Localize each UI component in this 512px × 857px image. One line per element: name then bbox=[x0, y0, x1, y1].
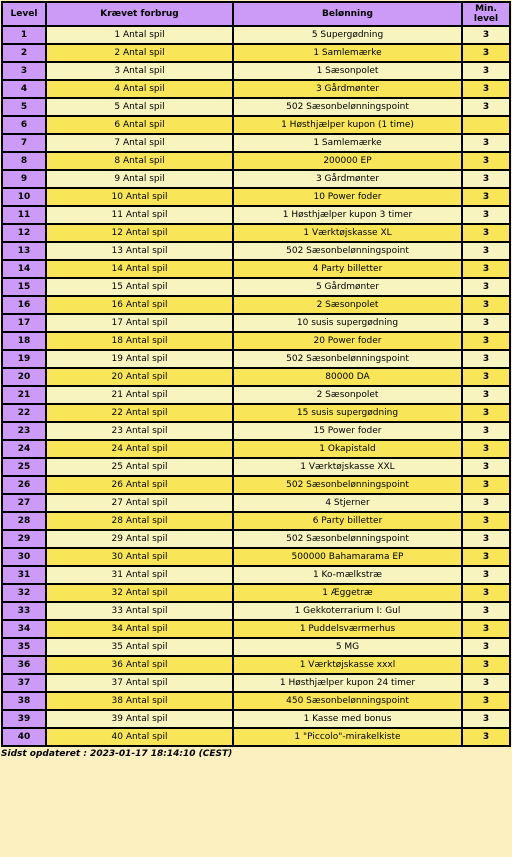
header-level: Level bbox=[2, 2, 46, 26]
cell-level: 33 bbox=[2, 602, 46, 620]
cell-required: 16 Antal spil bbox=[46, 296, 233, 314]
cell-required: 15 Antal spil bbox=[46, 278, 233, 296]
cell-required: 6 Antal spil bbox=[46, 116, 233, 134]
table-row bbox=[2, 440, 510, 458]
cell-level: 40 bbox=[2, 728, 46, 746]
cell-required: 5 Antal spil bbox=[46, 98, 233, 116]
cell-level: 6 bbox=[2, 116, 46, 134]
cell-required: 18 Antal spil bbox=[46, 332, 233, 350]
table-row bbox=[2, 188, 510, 206]
cell-min-level: 3 bbox=[462, 44, 510, 62]
cell-min-level: 3 bbox=[462, 260, 510, 278]
table-row bbox=[2, 458, 510, 476]
cell-reward: 5 MG bbox=[233, 638, 462, 656]
cell-required: 13 Antal spil bbox=[46, 242, 233, 260]
header-min-level bbox=[462, 2, 510, 26]
cell-min-level: 3 bbox=[462, 332, 510, 350]
table-row bbox=[2, 62, 510, 80]
cell-reward: 1 Værktøjskasse xxxl bbox=[233, 656, 462, 674]
cell-min-level: 3 bbox=[462, 134, 510, 152]
cell-required: 27 Antal spil bbox=[46, 494, 233, 512]
cell-reward: 200000 EP bbox=[233, 152, 462, 170]
table-header-row bbox=[2, 2, 510, 26]
header-required: Krævet forbrug bbox=[46, 2, 233, 26]
table-row bbox=[2, 98, 510, 116]
cell-reward: 450 Sæsonbelønningspoint bbox=[233, 692, 462, 710]
cell-level: 2 bbox=[2, 44, 46, 62]
table-row bbox=[2, 134, 510, 152]
cell-min-level: 3 bbox=[462, 602, 510, 620]
cell-level: 36 bbox=[2, 656, 46, 674]
cell-level: 16 bbox=[2, 296, 46, 314]
cell-reward: 5 Supergødning bbox=[233, 26, 462, 44]
table-row bbox=[2, 26, 510, 44]
cell-level: 28 bbox=[2, 512, 46, 530]
table-row bbox=[2, 548, 510, 566]
cell-required: 1 Antal spil bbox=[46, 26, 233, 44]
table-row bbox=[2, 170, 510, 188]
cell-min-level: 3 bbox=[462, 476, 510, 494]
table-row bbox=[2, 530, 510, 548]
cell-required: 36 Antal spil bbox=[46, 656, 233, 674]
cell-reward: 1 Puddelsværmerhus bbox=[233, 620, 462, 638]
cell-level: 17 bbox=[2, 314, 46, 332]
cell-reward: 1 Høsthjælper kupon 24 timer bbox=[233, 674, 462, 692]
cell-min-level: 3 bbox=[462, 440, 510, 458]
cell-reward: 502 Sæsonbelønningspoint bbox=[233, 476, 462, 494]
cell-level: 35 bbox=[2, 638, 46, 656]
cell-min-level bbox=[462, 116, 510, 134]
cell-reward: 1 "Piccolo"-mirakelkiste bbox=[233, 728, 462, 746]
cell-required: 21 Antal spil bbox=[46, 386, 233, 404]
cell-min-level: 3 bbox=[462, 278, 510, 296]
cell-level: 27 bbox=[2, 494, 46, 512]
cell-required: 12 Antal spil bbox=[46, 224, 233, 242]
table-row bbox=[2, 350, 510, 368]
cell-level: 18 bbox=[2, 332, 46, 350]
cell-level: 32 bbox=[2, 584, 46, 602]
cell-required: 38 Antal spil bbox=[46, 692, 233, 710]
cell-min-level: 3 bbox=[462, 656, 510, 674]
cell-required: 20 Antal spil bbox=[46, 368, 233, 386]
cell-level: 4 bbox=[2, 80, 46, 98]
cell-required: 19 Antal spil bbox=[46, 350, 233, 368]
cell-reward: 3 Gårdmønter bbox=[233, 170, 462, 188]
cell-reward: 1 Værktøjskasse XL bbox=[233, 224, 462, 242]
cell-level: 31 bbox=[2, 566, 46, 584]
cell-min-level: 3 bbox=[462, 692, 510, 710]
cell-required: 40 Antal spil bbox=[46, 728, 233, 746]
cell-min-level: 3 bbox=[462, 296, 510, 314]
cell-level: 15 bbox=[2, 278, 46, 296]
cell-min-level: 3 bbox=[462, 242, 510, 260]
cell-reward: 3 Gårdmønter bbox=[233, 80, 462, 98]
table-row bbox=[2, 494, 510, 512]
cell-required: 23 Antal spil bbox=[46, 422, 233, 440]
cell-reward: 1 Kasse med bonus bbox=[233, 710, 462, 728]
cell-min-level: 3 bbox=[462, 206, 510, 224]
table-row bbox=[2, 656, 510, 674]
header-reward: Belønning bbox=[233, 2, 462, 26]
cell-reward: 502 Sæsonbelønningspoint bbox=[233, 350, 462, 368]
cell-reward: 15 susis supergødning bbox=[233, 404, 462, 422]
table-row bbox=[2, 44, 510, 62]
cell-min-level: 3 bbox=[462, 368, 510, 386]
cell-required: 32 Antal spil bbox=[46, 584, 233, 602]
cell-required: 26 Antal spil bbox=[46, 476, 233, 494]
table-row bbox=[2, 116, 510, 134]
cell-required: 33 Antal spil bbox=[46, 602, 233, 620]
cell-min-level: 3 bbox=[462, 386, 510, 404]
cell-min-level: 3 bbox=[462, 350, 510, 368]
cell-level: 20 bbox=[2, 368, 46, 386]
cell-required: 7 Antal spil bbox=[46, 134, 233, 152]
cell-min-level: 3 bbox=[462, 80, 510, 98]
cell-required: 11 Antal spil bbox=[46, 206, 233, 224]
cell-level: 19 bbox=[2, 350, 46, 368]
cell-level: 23 bbox=[2, 422, 46, 440]
cell-level: 1 bbox=[2, 26, 46, 44]
table-row bbox=[2, 692, 510, 710]
cell-level: 24 bbox=[2, 440, 46, 458]
cell-min-level: 3 bbox=[462, 566, 510, 584]
cell-min-level: 3 bbox=[462, 638, 510, 656]
table-row bbox=[2, 620, 510, 638]
cell-required: 37 Antal spil bbox=[46, 674, 233, 692]
table-row bbox=[2, 422, 510, 440]
cell-reward: 502 Sæsonbelønningspoint bbox=[233, 242, 462, 260]
cell-required: 17 Antal spil bbox=[46, 314, 233, 332]
cell-required: 31 Antal spil bbox=[46, 566, 233, 584]
cell-reward: 80000 DA bbox=[233, 368, 462, 386]
cell-required: 29 Antal spil bbox=[46, 530, 233, 548]
table-row bbox=[2, 260, 510, 278]
cell-min-level: 3 bbox=[462, 98, 510, 116]
cell-level: 9 bbox=[2, 170, 46, 188]
cell-level: 29 bbox=[2, 530, 46, 548]
cell-min-level: 3 bbox=[462, 224, 510, 242]
cell-required: 3 Antal spil bbox=[46, 62, 233, 80]
cell-reward: 15 Power foder bbox=[233, 422, 462, 440]
rewards-table bbox=[1, 1, 511, 747]
cell-required: 28 Antal spil bbox=[46, 512, 233, 530]
cell-reward: 2 Sæsonpolet bbox=[233, 386, 462, 404]
header-min-level-line2: level bbox=[473, 14, 499, 24]
cell-reward: 1 Værktøjskasse XXL bbox=[233, 458, 462, 476]
cell-min-level: 3 bbox=[462, 170, 510, 188]
cell-reward: 2 Sæsonpolet bbox=[233, 296, 462, 314]
cell-min-level: 3 bbox=[462, 458, 510, 476]
table-row bbox=[2, 386, 510, 404]
cell-reward: 502 Sæsonbelønningspoint bbox=[233, 98, 462, 116]
cell-min-level: 3 bbox=[462, 404, 510, 422]
cell-required: 22 Antal spil bbox=[46, 404, 233, 422]
cell-min-level: 3 bbox=[462, 620, 510, 638]
table-row bbox=[2, 224, 510, 242]
cell-level: 30 bbox=[2, 548, 46, 566]
cell-level: 13 bbox=[2, 242, 46, 260]
table-row bbox=[2, 332, 510, 350]
cell-required: 25 Antal spil bbox=[46, 458, 233, 476]
cell-min-level: 3 bbox=[462, 584, 510, 602]
cell-reward: 1 Samlemærke bbox=[233, 44, 462, 62]
cell-level: 7 bbox=[2, 134, 46, 152]
cell-level: 10 bbox=[2, 188, 46, 206]
table-row bbox=[2, 206, 510, 224]
cell-required: 4 Antal spil bbox=[46, 80, 233, 98]
cell-reward: 1 Gekkoterrarium I: Gul bbox=[233, 602, 462, 620]
cell-min-level: 3 bbox=[462, 728, 510, 746]
table-row bbox=[2, 512, 510, 530]
last-updated: Sidst opdateret : 2023-01-17 18:14:10 (CEST) bbox=[1, 749, 233, 759]
cell-required: 34 Antal spil bbox=[46, 620, 233, 638]
cell-level: 38 bbox=[2, 692, 46, 710]
cell-reward: 5 Gårdmønter bbox=[233, 278, 462, 296]
cell-min-level: 3 bbox=[462, 494, 510, 512]
cell-reward: 4 Party billetter bbox=[233, 260, 462, 278]
cell-min-level: 3 bbox=[462, 422, 510, 440]
cell-level: 22 bbox=[2, 404, 46, 422]
table-row bbox=[2, 584, 510, 602]
cell-required: 8 Antal spil bbox=[46, 152, 233, 170]
cell-min-level: 3 bbox=[462, 314, 510, 332]
cell-reward: 502 Sæsonbelønningspoint bbox=[233, 530, 462, 548]
table-row bbox=[2, 368, 510, 386]
table-row bbox=[2, 638, 510, 656]
cell-level: 25 bbox=[2, 458, 46, 476]
cell-required: 9 Antal spil bbox=[46, 170, 233, 188]
cell-reward: 1 Høsthjælper kupon (1 time) bbox=[233, 116, 462, 134]
cell-min-level: 3 bbox=[462, 710, 510, 728]
cell-min-level: 3 bbox=[462, 26, 510, 44]
cell-min-level: 3 bbox=[462, 548, 510, 566]
table-row bbox=[2, 476, 510, 494]
table-row bbox=[2, 152, 510, 170]
table-row bbox=[2, 80, 510, 98]
cell-min-level: 3 bbox=[462, 152, 510, 170]
cell-level: 11 bbox=[2, 206, 46, 224]
cell-reward: 1 Samlemærke bbox=[233, 134, 462, 152]
table-row bbox=[2, 710, 510, 728]
cell-min-level: 3 bbox=[462, 512, 510, 530]
cell-reward: 500000 Bahamarama EP bbox=[233, 548, 462, 566]
cell-reward: 1 Okapistald bbox=[233, 440, 462, 458]
cell-required: 24 Antal spil bbox=[46, 440, 233, 458]
cell-min-level: 3 bbox=[462, 674, 510, 692]
cell-level: 37 bbox=[2, 674, 46, 692]
cell-level: 34 bbox=[2, 620, 46, 638]
cell-level: 3 bbox=[2, 62, 46, 80]
header-min-level-line1: Min. bbox=[475, 4, 497, 14]
cell-min-level: 3 bbox=[462, 188, 510, 206]
cell-level: 5 bbox=[2, 98, 46, 116]
cell-level: 39 bbox=[2, 710, 46, 728]
cell-reward: 10 susis supergødning bbox=[233, 314, 462, 332]
cell-required: 30 Antal spil bbox=[46, 548, 233, 566]
cell-level: 26 bbox=[2, 476, 46, 494]
cell-reward: 20 Power foder bbox=[233, 332, 462, 350]
cell-reward: 1 Æggetræ bbox=[233, 584, 462, 602]
cell-required: 35 Antal spil bbox=[46, 638, 233, 656]
cell-required: 2 Antal spil bbox=[46, 44, 233, 62]
cell-required: 39 Antal spil bbox=[46, 710, 233, 728]
table-row bbox=[2, 566, 510, 584]
table-row bbox=[2, 728, 510, 746]
table-row bbox=[2, 602, 510, 620]
cell-reward: 4 Stjerner bbox=[233, 494, 462, 512]
cell-reward: 6 Party billetter bbox=[233, 512, 462, 530]
cell-reward: 1 Ko-mælkstræ bbox=[233, 566, 462, 584]
table-row bbox=[2, 314, 510, 332]
cell-level: 12 bbox=[2, 224, 46, 242]
table-body bbox=[2, 26, 510, 746]
table-row bbox=[2, 404, 510, 422]
table-row bbox=[2, 296, 510, 314]
table-row bbox=[2, 242, 510, 260]
cell-level: 8 bbox=[2, 152, 46, 170]
cell-min-level: 3 bbox=[462, 62, 510, 80]
cell-level: 21 bbox=[2, 386, 46, 404]
cell-required: 10 Antal spil bbox=[46, 188, 233, 206]
cell-reward: 1 Sæsonpolet bbox=[233, 62, 462, 80]
table-row bbox=[2, 674, 510, 692]
cell-min-level: 3 bbox=[462, 530, 510, 548]
cell-reward: 10 Power foder bbox=[233, 188, 462, 206]
table-row bbox=[2, 278, 510, 296]
cell-reward: 1 Høsthjælper kupon 3 timer bbox=[233, 206, 462, 224]
cell-required: 14 Antal spil bbox=[46, 260, 233, 278]
cell-level: 14 bbox=[2, 260, 46, 278]
